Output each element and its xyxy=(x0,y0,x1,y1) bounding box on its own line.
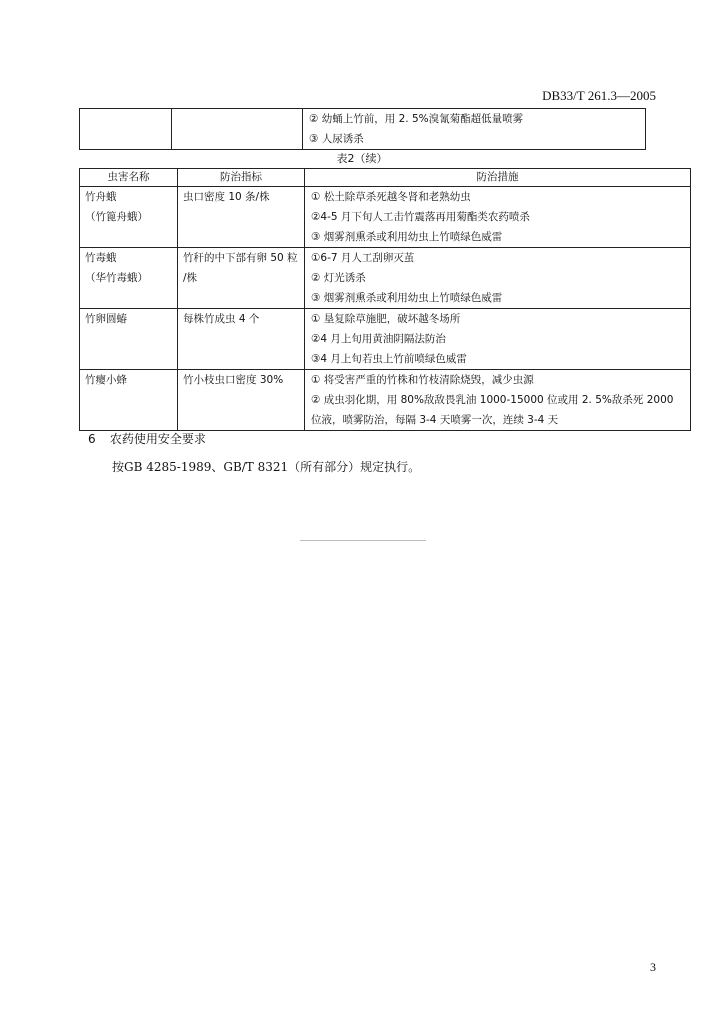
column-header: 虫害名称 xyxy=(80,169,178,187)
measures-cell xyxy=(305,187,691,248)
document-id: DB33/T 261.3—2005 xyxy=(542,88,656,103)
control-index: 虫口密度 10 条/株 xyxy=(183,191,270,203)
section-number: 6 xyxy=(88,432,96,446)
measure-line: ②4-5 月下旬人工击竹震落再用菊酯类农药喷杀 xyxy=(311,211,530,223)
section-heading xyxy=(88,430,206,447)
measures-cell xyxy=(305,248,691,309)
measure-line: 位液，喷雾防治，每隔 3-4 天喷雾一次，连续 3-4 天 xyxy=(311,414,559,426)
measure-line: ②4 月上旬用黄油阴隔法防治 xyxy=(311,333,446,345)
measures-cell xyxy=(305,309,691,370)
column-header: 防治措施 xyxy=(305,169,691,187)
section-paragraph: 按GB 4285-1989、GB/T 8321（所有部分）规定执行。 xyxy=(112,460,421,474)
control-index: 竹秆的中下部有卵 50 粒 xyxy=(183,252,298,264)
measure-line: ① 松土除草杀死越冬肾和老熟幼虫 xyxy=(311,191,471,203)
control-index-cell xyxy=(178,248,305,309)
measure-line: ③ 人尿诱杀 xyxy=(309,133,364,145)
pest-name: 竹瘿小蜂 xyxy=(85,374,127,386)
measures-cell xyxy=(305,370,691,431)
measure-line: ② 灯光诱杀 xyxy=(311,272,366,284)
table-header-row xyxy=(80,169,691,187)
pest-name: 竹毒蛾 xyxy=(85,252,117,264)
table-row xyxy=(80,187,691,248)
page-number: 3 xyxy=(650,960,656,974)
measures-cell xyxy=(303,109,646,150)
column-header: 防治指标 xyxy=(178,169,305,187)
table-row xyxy=(80,248,691,309)
measure-line: ③ 烟雾剂熏杀或利用幼虫上竹喷绿色威雷 xyxy=(311,231,503,243)
measure-line: ① 将受害严重的竹株和竹枝清除烧毁，减少虫源 xyxy=(311,374,534,386)
pest-name-cell xyxy=(80,248,178,309)
measure-line: ③ 烟雾剂熏杀或利用幼虫上竹喷绿色威雷 xyxy=(311,292,503,304)
pest-name-cell xyxy=(80,309,178,370)
measure-line: ①6-7 月人工刮卵灭茧 xyxy=(311,252,415,264)
measure-line: ① 垦复除草施肥，破坏越冬场所 xyxy=(311,313,461,325)
pest-alias: （竹篦舟蛾） xyxy=(85,211,148,223)
empty-cell xyxy=(80,109,172,150)
pest-alias: （华竹毒蛾） xyxy=(85,272,148,284)
table-row xyxy=(80,309,691,370)
pest-name-cell xyxy=(80,187,178,248)
continued-table-fragment xyxy=(79,108,646,150)
pest-name: 竹卵圆蝽 xyxy=(85,313,127,325)
measure-line: ② 幼蛹上竹前，用 2. 5%溴氰菊酯超低量喷雾 xyxy=(309,113,524,125)
pest-name-cell xyxy=(80,370,178,431)
end-of-document-rule xyxy=(300,540,426,541)
control-index: 竹小枝虫口密度 30% xyxy=(183,374,284,386)
control-index-cell xyxy=(178,187,305,248)
control-index-cell xyxy=(178,370,305,431)
pest-control-table xyxy=(79,168,691,431)
control-index: 每株竹成虫 4 个 xyxy=(183,313,260,325)
table-caption: 表2（续） xyxy=(336,152,388,165)
measure-line: ② 成虫羽化期，用 80%敌敌畏乳油 1000-15000 位或用 2. 5%敌杀死 2000 xyxy=(311,394,674,406)
section-title: 农药使用安全要求 xyxy=(109,432,206,446)
empty-cell xyxy=(172,109,303,150)
table-row xyxy=(80,370,691,431)
control-index: /株 xyxy=(183,272,198,284)
pest-name: 竹舟蛾 xyxy=(85,191,117,203)
measure-line: ③4 月上旬若虫上竹前喷绿色威雷 xyxy=(311,353,467,365)
control-index-cell xyxy=(178,309,305,370)
